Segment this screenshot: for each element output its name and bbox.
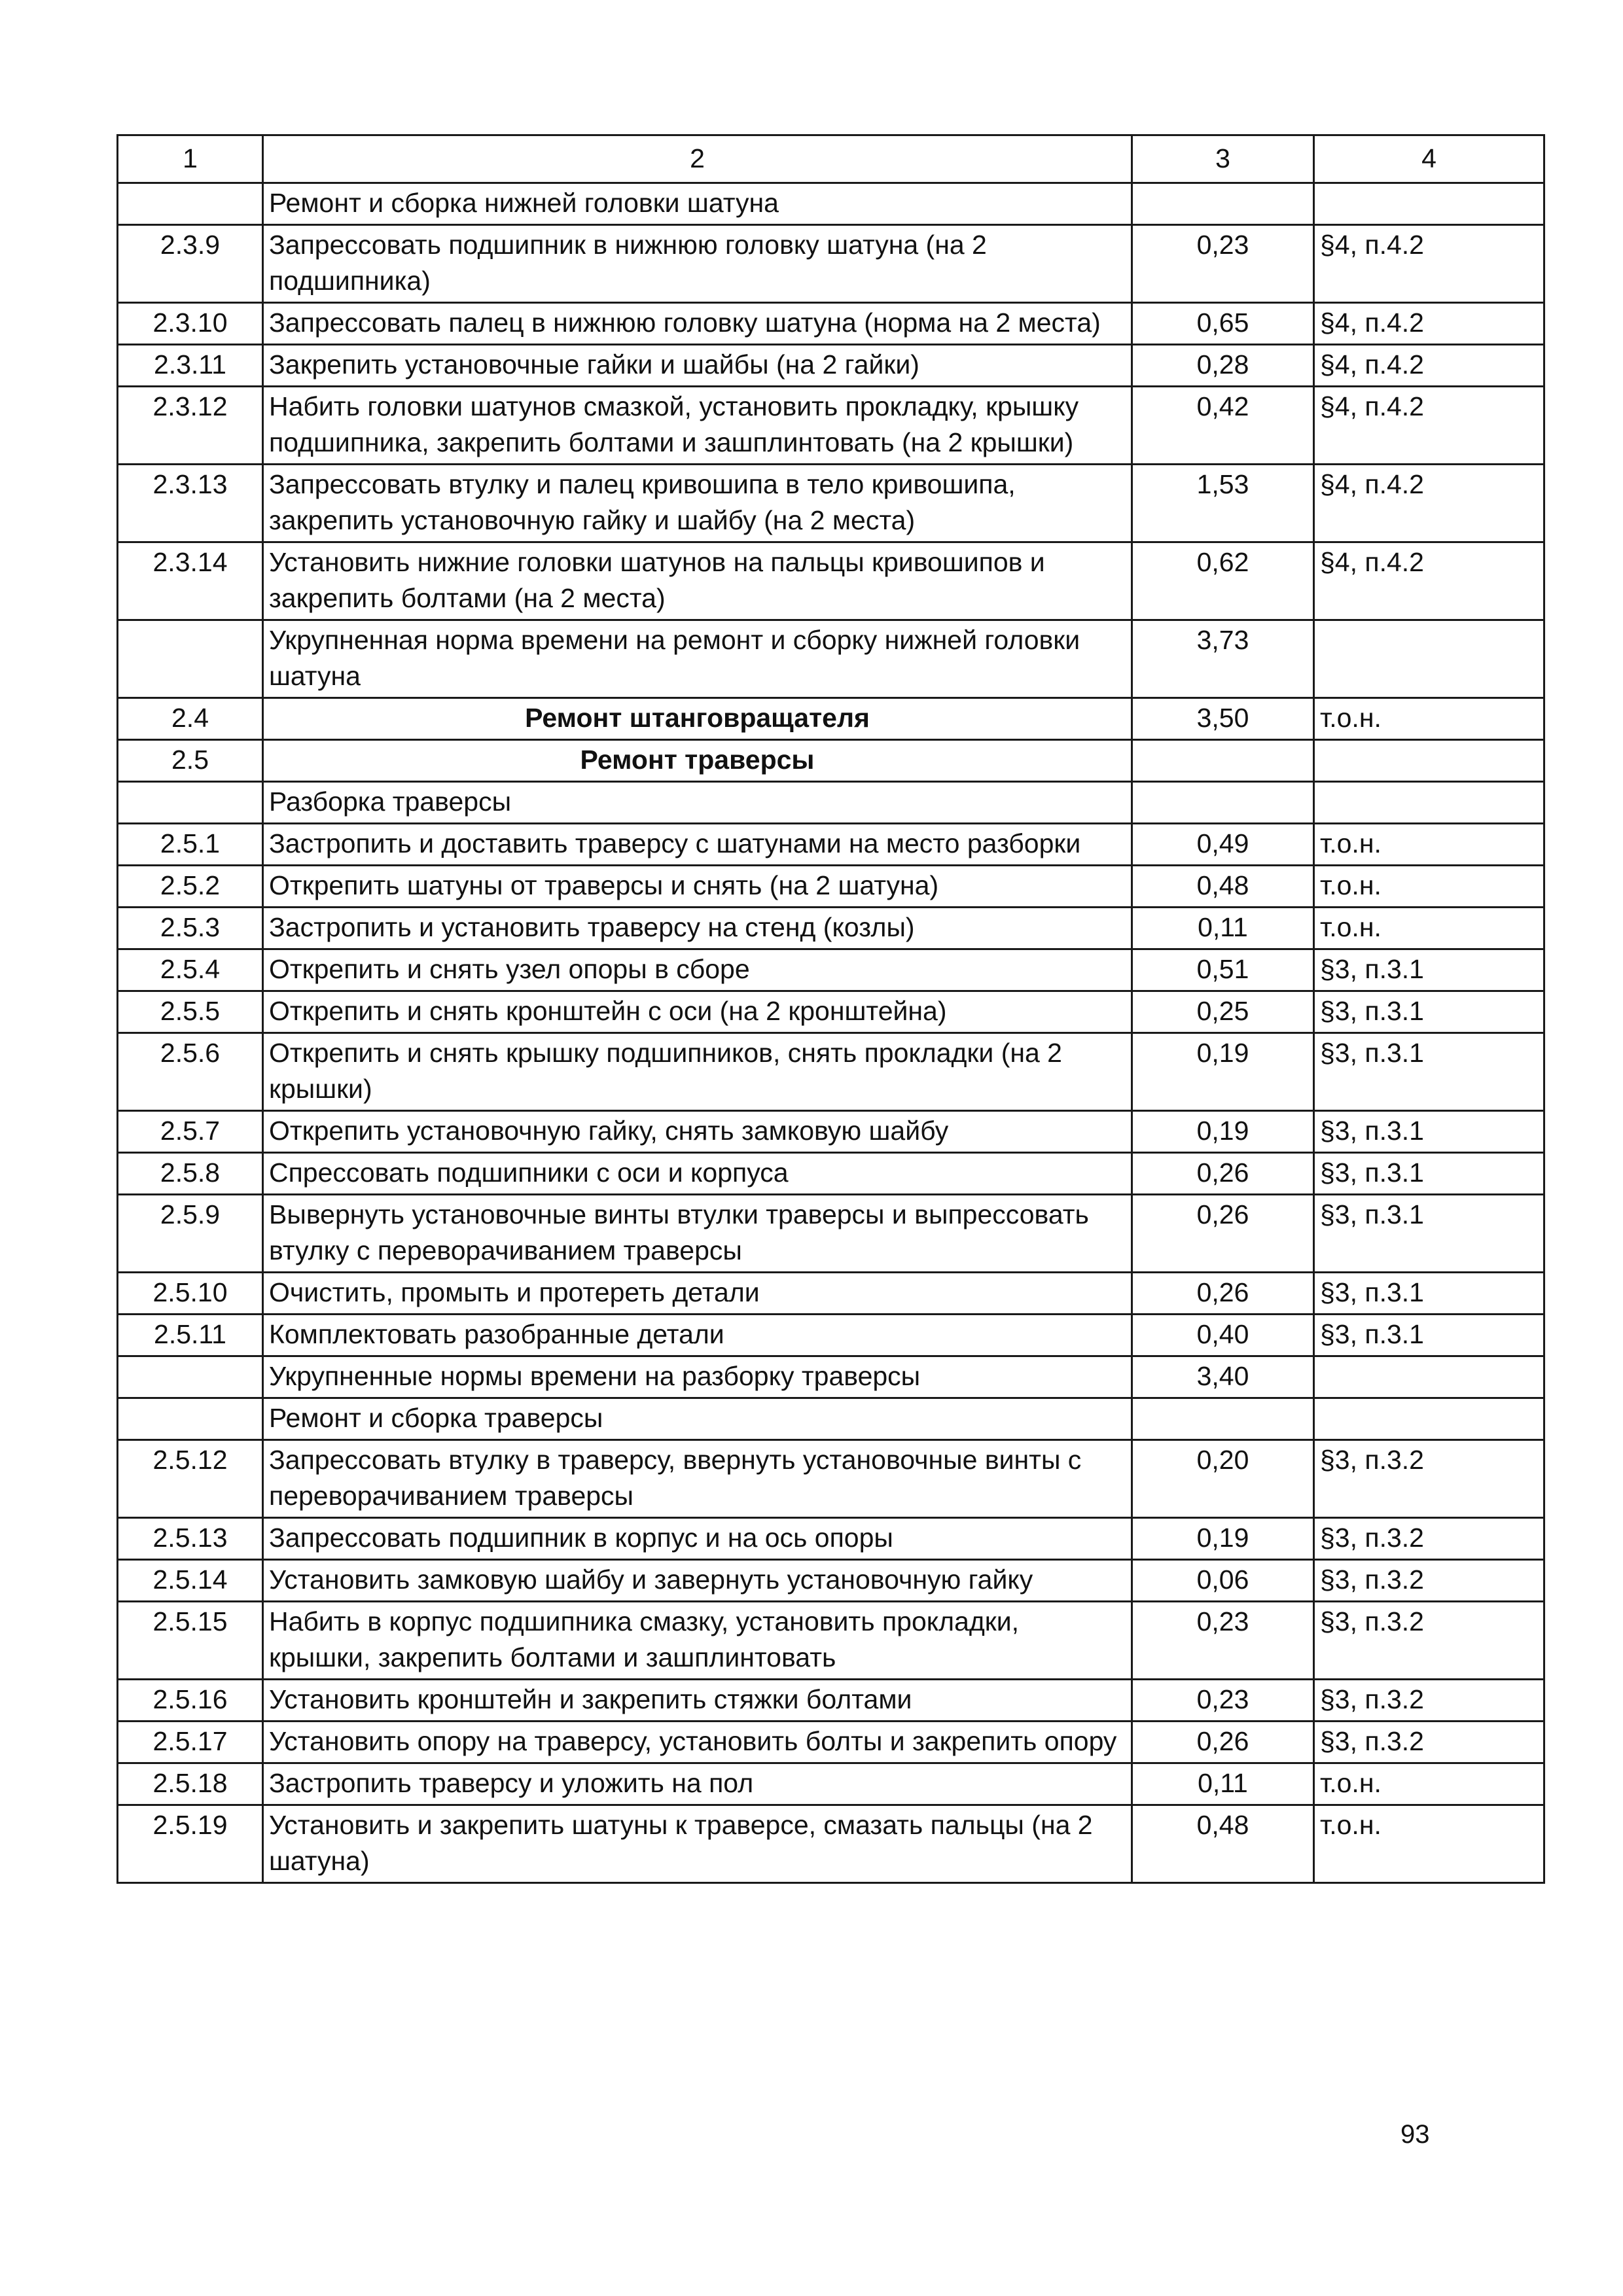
row-operation: Очистить, промыть и протереть детали: [263, 1273, 1132, 1315]
row-norm-value: 0,25: [1132, 991, 1314, 1033]
table-row: [118, 1805, 1544, 1883]
row-norm-value: 0,48: [1132, 866, 1314, 908]
table-row: [118, 1518, 1544, 1560]
row-number: 2.3.13: [118, 465, 263, 542]
row-number: 2.4: [118, 698, 263, 740]
row-reference: т.о.н.: [1314, 824, 1544, 866]
row-norm-value: 0,40: [1132, 1315, 1314, 1356]
row-number: 2.5.10: [118, 1273, 263, 1315]
row-number: [118, 1356, 263, 1398]
row-number: 2.5: [118, 740, 263, 782]
row-reference: §3, п.3.1: [1314, 1273, 1544, 1315]
row-number: 2.5.3: [118, 908, 263, 949]
row-reference: т.о.н.: [1314, 1805, 1544, 1883]
row-reference: §4, п.4.2: [1314, 465, 1544, 542]
row-norm-value: [1132, 183, 1314, 225]
row-number: 2.5.4: [118, 949, 263, 991]
row-operation: Запрессовать подшипник в корпус и на ось опоры: [263, 1518, 1132, 1560]
row-reference: §3, п.3.1: [1314, 1153, 1544, 1195]
row-number: 2.5.8: [118, 1153, 263, 1195]
row-number: [118, 782, 263, 824]
row-operation: Открепить и снять узел опоры в сборе: [263, 949, 1132, 991]
row-norm-value: 0,11: [1132, 1763, 1314, 1805]
row-reference: т.о.н.: [1314, 908, 1544, 949]
row-number: 2.3.14: [118, 542, 263, 620]
row-reference: §3, п.3.1: [1314, 1111, 1544, 1153]
row-number: 2.5.6: [118, 1033, 263, 1111]
row-reference: §4, п.4.2: [1314, 303, 1544, 345]
table-row: [118, 1602, 1544, 1680]
row-reference: §3, п.3.2: [1314, 1602, 1544, 1680]
row-operation: Застропить и установить траверсу на стенд (козлы): [263, 908, 1132, 949]
row-number: 2.5.18: [118, 1763, 263, 1805]
row-operation: Открепить и снять крышку подшипников, снять прокладки (на 2 крышки): [263, 1033, 1132, 1111]
norms-table-container: [116, 134, 1543, 1884]
row-reference: §3, п.3.2: [1314, 1440, 1544, 1518]
table-row: [118, 1722, 1544, 1763]
column-header-operation: 2: [263, 135, 1132, 183]
column-header-norm: 3: [1132, 135, 1314, 183]
row-norm-value: [1132, 740, 1314, 782]
row-norm-value: 0,49: [1132, 824, 1314, 866]
row-norm-value: 0,48: [1132, 1805, 1314, 1883]
row-operation: Застропить и доставить траверсу с шатунами на место разборки: [263, 824, 1132, 866]
row-norm-value: 0,11: [1132, 908, 1314, 949]
row-number: [118, 1398, 263, 1440]
table-row: [118, 465, 1544, 542]
row-reference: [1314, 1356, 1544, 1398]
table-row: [118, 345, 1544, 387]
row-norm-value: 3,40: [1132, 1356, 1314, 1398]
table-row: [118, 1033, 1544, 1111]
row-operation: Запрессовать палец в нижнюю головку шатуна (норма на 2 места): [263, 303, 1132, 345]
row-norm-value: 0,26: [1132, 1195, 1314, 1273]
row-number: [118, 183, 263, 225]
row-number: 2.5.5: [118, 991, 263, 1033]
row-reference: §3, п.3.1: [1314, 1195, 1544, 1273]
row-norm-value: 0,19: [1132, 1518, 1314, 1560]
row-reference: §3, п.3.2: [1314, 1722, 1544, 1763]
row-norm-value: [1132, 1398, 1314, 1440]
table-row: [118, 782, 1544, 824]
row-number: 2.3.9: [118, 225, 263, 303]
table-row: [118, 1356, 1544, 1398]
row-norm-value: 0,23: [1132, 1680, 1314, 1722]
row-number: 2.5.9: [118, 1195, 263, 1273]
row-number: 2.5.1: [118, 824, 263, 866]
row-reference: §3, п.3.2: [1314, 1680, 1544, 1722]
row-number: 2.5.12: [118, 1440, 263, 1518]
row-norm-value: 0,19: [1132, 1111, 1314, 1153]
row-number: 2.5.2: [118, 866, 263, 908]
row-operation: Открепить шатуны от траверсы и снять (на 2 шатуна): [263, 866, 1132, 908]
row-operation: Ремонт и сборка траверсы: [263, 1398, 1132, 1440]
column-header-reference: 4: [1314, 135, 1544, 183]
row-reference: [1314, 1398, 1544, 1440]
row-number: 2.5.16: [118, 1680, 263, 1722]
table-row: [118, 949, 1544, 991]
row-operation: Открепить и снять кронштейн с оси (на 2 кронштейна): [263, 991, 1132, 1033]
row-norm-value: 0,20: [1132, 1440, 1314, 1518]
row-operation: Установить опору на траверсу, установить болты и закрепить опору: [263, 1722, 1132, 1763]
row-reference: т.о.н.: [1314, 1763, 1544, 1805]
row-operation: Запрессовать подшипник в нижнюю головку шатуна (на 2 подшипника): [263, 225, 1132, 303]
table-row: [118, 1680, 1544, 1722]
row-number: 2.5.7: [118, 1111, 263, 1153]
table-row: [118, 908, 1544, 949]
row-number: [118, 620, 263, 698]
row-norm-value: 0,19: [1132, 1033, 1314, 1111]
row-number: 2.5.13: [118, 1518, 263, 1560]
row-number: 2.3.10: [118, 303, 263, 345]
row-operation: Застропить траверсу и уложить на пол: [263, 1763, 1132, 1805]
row-reference: §4, п.4.2: [1314, 542, 1544, 620]
table-row: [118, 225, 1544, 303]
row-operation: Запрессовать втулку в траверсу, ввернуть установочные винты с переворачиванием траверсы: [263, 1440, 1132, 1518]
table-row: [118, 1273, 1544, 1315]
row-norm-value: 0,06: [1132, 1560, 1314, 1602]
row-reference: §3, п.3.1: [1314, 991, 1544, 1033]
row-reference: §4, п.4.2: [1314, 225, 1544, 303]
row-operation: Закрепить установочные гайки и шайбы (на 2 гайки): [263, 345, 1132, 387]
row-norm-value: 0,28: [1132, 345, 1314, 387]
row-number: 2.5.11: [118, 1315, 263, 1356]
row-number: 2.5.15: [118, 1602, 263, 1680]
row-norm-value: 0,42: [1132, 387, 1314, 465]
row-number: 2.5.19: [118, 1805, 263, 1883]
row-number: 2.3.11: [118, 345, 263, 387]
row-reference: [1314, 782, 1544, 824]
row-norm-value: 0,23: [1132, 225, 1314, 303]
row-norm-value: 3,73: [1132, 620, 1314, 698]
row-norm-value: 0,51: [1132, 949, 1314, 991]
row-operation: Укрупненные нормы времени на разборку траверсы: [263, 1356, 1132, 1398]
row-operation: Установить нижние головки шатунов на пальцы кривошипов и закрепить болтами (на 2 места): [263, 542, 1132, 620]
row-reference: §4, п.4.2: [1314, 345, 1544, 387]
table-row: [118, 991, 1544, 1033]
row-reference: §4, п.4.2: [1314, 387, 1544, 465]
row-operation: Ремонт штанговращателя: [263, 698, 1132, 740]
row-operation: Ремонт и сборка нижней головки шатуна: [263, 183, 1132, 225]
row-number: 2.5.17: [118, 1722, 263, 1763]
table-row: [118, 1398, 1544, 1440]
table-header-row: [118, 135, 1544, 183]
table-row: [118, 303, 1544, 345]
row-reference: §3, п.3.2: [1314, 1560, 1544, 1602]
table-row: [118, 1560, 1544, 1602]
row-reference: т.о.н.: [1314, 866, 1544, 908]
row-norm-value: 1,53: [1132, 465, 1314, 542]
row-operation: Установить замковую шайбу и завернуть установочную гайку: [263, 1560, 1132, 1602]
table-body: [118, 183, 1544, 1883]
row-operation: Разборка траверсы: [263, 782, 1132, 824]
row-reference: §3, п.3.1: [1314, 949, 1544, 991]
table-row: [118, 698, 1544, 740]
table-row: [118, 1195, 1544, 1273]
row-operation: Установить кронштейн и закрепить стяжки болтами: [263, 1680, 1132, 1722]
table-row: [118, 1315, 1544, 1356]
table-row: [118, 620, 1544, 698]
table-row: [118, 387, 1544, 465]
row-norm-value: 0,26: [1132, 1273, 1314, 1315]
table-row: [118, 740, 1544, 782]
row-norm-value: 0,26: [1132, 1722, 1314, 1763]
row-operation: Спрессовать подшипники с оси и корпуса: [263, 1153, 1132, 1195]
row-operation: Комплектовать разобранные детали: [263, 1315, 1132, 1356]
row-reference: §3, п.3.1: [1314, 1033, 1544, 1111]
row-operation: Набить головки шатунов смазкой, установить прокладку, крышку подшипника, закрепить болтами и зашплинтовать (на 2 крышки): [263, 387, 1132, 465]
row-operation: Запрессовать втулку и палец кривошипа в тело кривошипа, закрепить установочную гайку и шайбу (на 2 места): [263, 465, 1132, 542]
row-norm-value: 0,26: [1132, 1153, 1314, 1195]
row-norm-value: 0,62: [1132, 542, 1314, 620]
column-header-number: 1: [118, 135, 263, 183]
row-operation: Ремонт траверсы: [263, 740, 1132, 782]
table-row: [118, 866, 1544, 908]
row-number: 2.3.12: [118, 387, 263, 465]
row-operation: Укрупненная норма времени на ремонт и сборку нижней головки шатуна: [263, 620, 1132, 698]
row-operation: Набить в корпус подшипника смазку, установить прокладки, крышки, закрепить болтами и зашплинтовать: [263, 1602, 1132, 1680]
table-row: [118, 1763, 1544, 1805]
row-operation: Установить и закрепить шатуны к траверсе, смазать пальцы (на 2 шатуна): [263, 1805, 1132, 1883]
row-reference: §3, п.3.1: [1314, 1315, 1544, 1356]
table-row: [118, 1153, 1544, 1195]
row-norm-value: 3,50: [1132, 698, 1314, 740]
row-reference: [1314, 620, 1544, 698]
row-reference: [1314, 740, 1544, 782]
table-row: [118, 542, 1544, 620]
table-row: [118, 183, 1544, 225]
row-operation: Открепить установочную гайку, снять замковую шайбу: [263, 1111, 1132, 1153]
row-norm-value: 0,65: [1132, 303, 1314, 345]
row-reference: §3, п.3.2: [1314, 1518, 1544, 1560]
table-row: [118, 1440, 1544, 1518]
row-number: 2.5.14: [118, 1560, 263, 1602]
row-operation: Вывернуть установочные винты втулки траверсы и выпрессовать втулку с переворачиванием траверсы: [263, 1195, 1132, 1273]
table-row: [118, 1111, 1544, 1153]
page-number: 93: [1400, 2120, 1430, 2149]
row-reference: т.о.н.: [1314, 698, 1544, 740]
row-reference: [1314, 183, 1544, 225]
row-norm-value: [1132, 782, 1314, 824]
table-row: [118, 824, 1544, 866]
row-norm-value: 0,23: [1132, 1602, 1314, 1680]
norms-table: [116, 134, 1545, 1884]
